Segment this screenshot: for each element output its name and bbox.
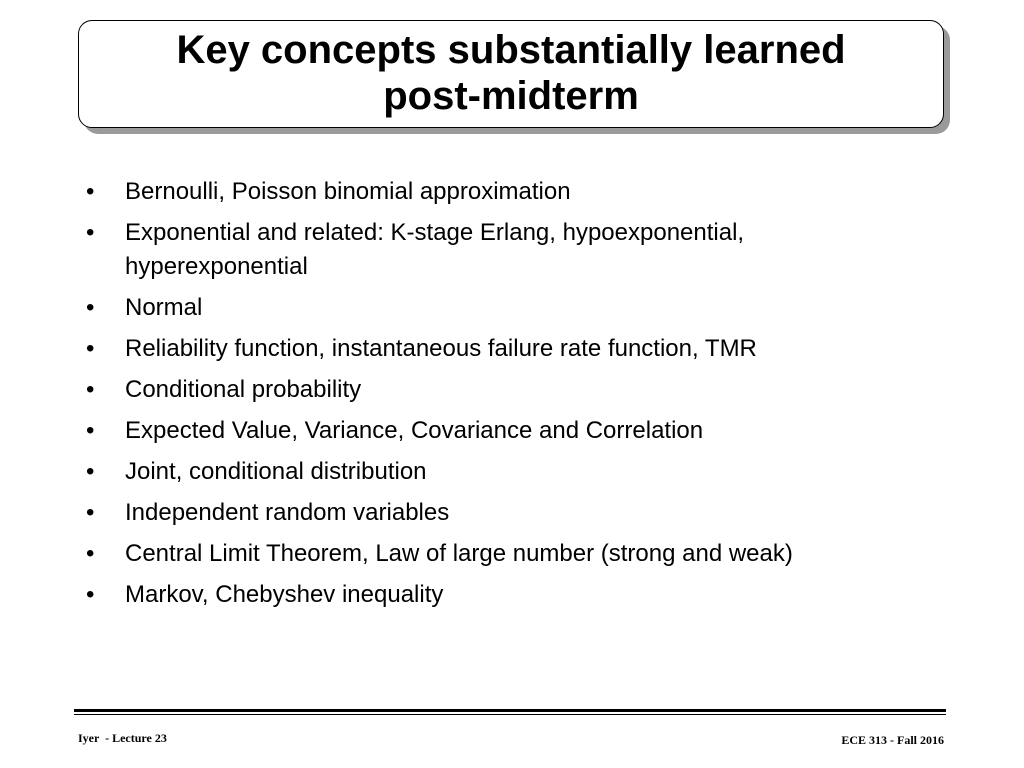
bullet-item-expected-value: [86, 414, 966, 448]
slide-title: [176, 27, 845, 119]
bullet-text: Independent random variables: [125, 499, 450, 526]
bullet-item-exponential: [86, 216, 966, 284]
bullet-item-independent-variables: [86, 496, 966, 530]
slide-title-line-1: Key concepts substantially learned: [176, 28, 846, 72]
bullet-text: Central Limit Theorem, Law of large number (strong and weak): [125, 540, 793, 567]
bullet-item-reliability: [86, 332, 966, 366]
bullet-text: Bernoulli, Poisson binomial approximation: [125, 178, 571, 205]
bullet-icon: •: [86, 581, 95, 608]
bullet-icon: •: [86, 417, 95, 444]
bullet-icon: •: [86, 499, 95, 526]
bullet-item-joint-distribution: [86, 455, 966, 489]
bullet-icon: •: [86, 294, 95, 321]
bullet-icon: •: [86, 458, 95, 485]
bullet-list: [86, 175, 966, 619]
bullet-text: Conditional probability: [125, 376, 362, 403]
footer-course-label: ECE 313 - Fall 2016: [841, 733, 944, 747]
footer-divider-thick: [74, 709, 946, 712]
slide-title-line-2: post-midterm: [383, 74, 639, 118]
bullet-icon: •: [86, 219, 95, 246]
bullet-text: Joint, conditional distribution: [125, 458, 427, 485]
bullet-item-bernoulli: [86, 175, 966, 209]
bullet-text: Markov, Chebyshev inequality: [125, 581, 444, 608]
footer-divider-thin: [74, 714, 946, 715]
bullet-icon: •: [86, 376, 95, 403]
bullet-text: Reliability function, instantaneous failure rate function, TMR: [125, 335, 757, 362]
bullet-item-conditional-probability: [86, 373, 966, 407]
bullet-text: Expected Value, Variance, Covariance and Correlation: [125, 417, 704, 444]
bullet-item-central-limit: [86, 537, 966, 571]
footer-lecture-label: Iyer - Lecture 23: [78, 731, 167, 745]
bullet-item-normal: [86, 291, 966, 325]
bullet-icon: •: [86, 178, 95, 205]
slide-title-box: [78, 20, 944, 128]
bullet-text: Normal: [125, 294, 203, 321]
bullet-item-markov-chebyshev: [86, 578, 966, 612]
bullet-text: Exponential and related: K-stage Erlang, hypoexponential, hyperexponential: [125, 219, 745, 280]
bullet-icon: •: [86, 335, 95, 362]
bullet-icon: •: [86, 540, 95, 567]
